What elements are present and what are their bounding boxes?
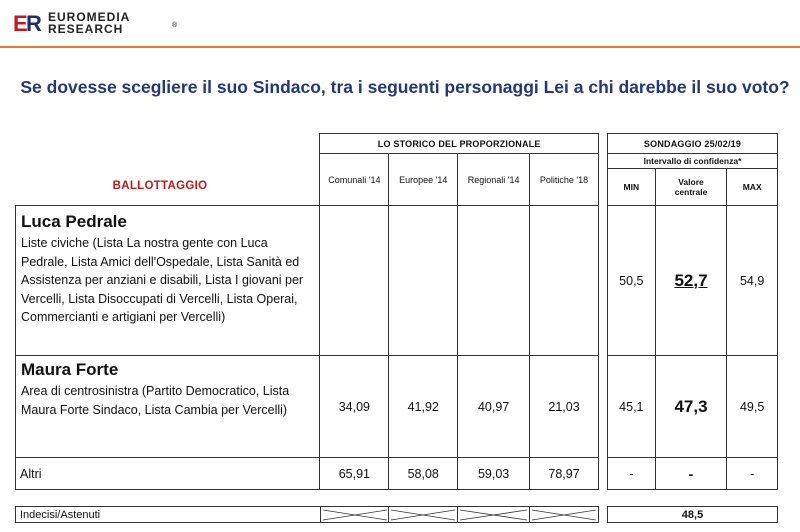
value-cell: 41,92: [389, 356, 458, 458]
table-row: [608, 458, 778, 490]
value-cell: 40,97: [458, 356, 530, 458]
value-cell: [458, 206, 530, 356]
crossed-cell: [458, 507, 530, 523]
euromedia-logo: [12, 8, 182, 38]
col-comunali-14: Comunali '14: [320, 154, 389, 206]
value-cell: 59,03: [458, 458, 530, 490]
cross-icon: [389, 508, 457, 522]
logo-line-2: RESEARCH: [48, 22, 124, 36]
crossed-cell: [389, 507, 458, 523]
col-politiche-18: Politiche '18: [530, 154, 599, 206]
col-min: MIN: [608, 169, 656, 206]
col-max: MAX: [727, 169, 778, 206]
table-row: [608, 206, 778, 356]
table-row: [16, 458, 599, 490]
candidate-lists: Area di centrosinistra (Partito Democratico, Lista Maura Forte Sindaco, Lista Cambia per Vercelli): [21, 384, 290, 417]
min-value: 50,5: [608, 206, 656, 356]
candidate-name: Luca Pedrale: [21, 212, 127, 231]
svg-text:E: E: [13, 11, 28, 36]
survey-question: Se dovesse scegliere il suo Sindaco, tra i seguenti personaggi Lei a chi darebbe il suo voto?: [20, 77, 790, 97]
indecisi-value: 48,5: [608, 507, 778, 523]
value-cell: 21,03: [530, 356, 599, 458]
col-europee-14: Europee '14: [389, 154, 458, 206]
candidate-cell-pedrale: [16, 206, 320, 356]
cross-icon: [530, 508, 598, 522]
crossed-cell: [530, 507, 599, 523]
max-value: -: [727, 458, 778, 490]
confidence-interval-header: Intervallo di confidenza*: [608, 154, 778, 169]
min-value: 45,1: [608, 356, 656, 458]
value-cell: 58,08: [389, 458, 458, 490]
svg-text:R: R: [26, 11, 42, 36]
storico-header: LO STORICO DEL PROPORZIONALE: [320, 134, 599, 154]
value-cell: [389, 206, 458, 356]
value-cell: 65,91: [320, 458, 389, 490]
min-value: -: [608, 458, 656, 490]
col-valore-centrale: Valore centrale: [655, 169, 727, 206]
max-value: 49,5: [727, 356, 778, 458]
candidate-lists: Liste civiche (Lista La nostra gente con Luca Pedrale, Lista Amici dell'Ospedale, Lista Sanità ed Assistenza per anziani e disabili, Lista I giovani per Vercelli, Lista Disoccupati di Vercelli, Lista Operai, Commercianti e artigiani per Vercelli): [21, 236, 304, 324]
crossed-cell: [320, 507, 389, 523]
table-row: [16, 206, 599, 356]
central-value: 52,7: [655, 206, 727, 356]
indecisi-row-left: [15, 506, 599, 523]
table-row: [608, 356, 778, 458]
table-row: [16, 356, 599, 458]
logo-line-1: EUROMEDIA: [48, 10, 131, 24]
candidate-cell-forte: [16, 356, 320, 458]
value-cell: [530, 206, 599, 356]
col-regionali-14: Regionali '14: [458, 154, 530, 206]
results-table-left: [15, 133, 599, 490]
central-value: -: [655, 458, 727, 490]
value-cell: 78,97: [530, 458, 599, 490]
indecisi-row-right: [607, 506, 778, 523]
header-divider: [0, 46, 800, 48]
value-cell: [320, 206, 389, 356]
ballottaggio-label: BALLOTTAGGIO: [112, 180, 208, 192]
sondaggio-header: SONDAGGIO 25/02/19: [608, 134, 778, 154]
logo-registered-mark: ®: [172, 22, 178, 29]
candidate-name: Maura Forte: [21, 360, 119, 379]
central-value: 47,3: [655, 356, 727, 458]
cross-icon: [458, 508, 529, 522]
altri-label: Altri: [16, 458, 320, 490]
value-cell: 34,09: [320, 356, 389, 458]
indecisi-label: Indecisi/Astenuti: [16, 507, 321, 523]
cross-icon: [321, 508, 389, 522]
er-logo-mark: [12, 10, 46, 36]
results-table-right: [607, 133, 778, 490]
max-value: 54,9: [727, 206, 778, 356]
